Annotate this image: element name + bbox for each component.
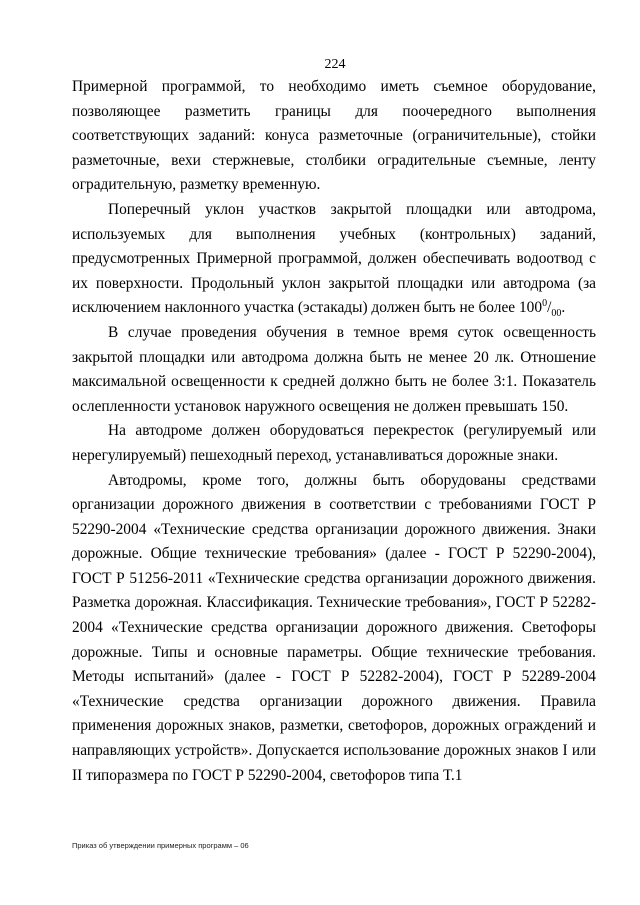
paragraph-2-text: Поперечный уклон участков закрытой площадки или автодрома, используемых для выполнения учебных (контрольных) заданий, предусмотренных Примерной программой, должен обеспечивать водоотвод с их поверхности. Продольный уклон закрытой площадки или автодрома (за исключением наклонного участка (эстакады) должен быть не более 100	[72, 200, 596, 317]
paragraph-4: На автодроме должен оборудоваться перекресток (регулируемый или нерегулируемый) пешеходный переход, устанавливаться дорожные знаки.	[72, 422, 596, 464]
permille-sup: 0	[542, 298, 548, 310]
document-body	[72, 75, 596, 788]
permille-sub: 00	[551, 308, 562, 320]
footer-note: Приказ об утверждении примерных программ – 06	[72, 841, 249, 850]
paragraph-3: В случае проведения обучения в темное время суток освещенность закрытой площадки или автодрома должна быть не менее 20 лк. Отношение максимальной освещенности к средней должно быть не более 3:1. Показатель ослепленности установок наружного освещения не должен превышать 150.	[72, 323, 596, 415]
permille-end: .	[561, 299, 566, 317]
page-number: 224	[324, 57, 346, 72]
paragraph-2: Поперечный уклон участков закрытой площадки или автодрома, используемых для выполнения учебных (контрольных) заданий, предусмотренных Примерной программой, должен обеспечивать водоотвод с их поверхности. Продольный уклон закрытой площадки или автодрома (за исключением наклонного участка (эстакады) должен быть не более $100^0/_{00}$.	[72, 200, 596, 320]
paragraph-1: Примерной программой, то необходимо иметь съемное оборудование, позволяющее разметить границы для поочередного выполнения соответствующих заданий: конуса разметочные (ограничительные), стойки разметочные, вехи стержневые, столбики оградительные съемные, ленту оградительную, разметку временную.	[72, 78, 596, 194]
paragraph-5: Автодромы, кроме того, должны быть оборудованы средствами организации дорожного движения в соответствии с требованиями ГОСТ Р 52290-2004 «Технические средства организации дорожного движения. Знаки дорожные. Общие технические требования» (далее - ГОСТ Р 52290-2004), ГОСТ Р 51256-2011 «Технические средства организации дорожного движения. Разметка дорожная. Классификация. Технические требования», ГОСТ Р 52282-2004 «Технические средства организации дорожного движения. Светофоры дорожные. Типы и основные параметры. Общие технические требования. Методы испытаний» (далее - ГОСТ Р 52282-2004), ГОСТ Р 52289-2004 «Технические средства организации дорожного движения. Правила применения дорожных знаков, разметки, светофоров, дорожных ограждений и направляющих устройств». Допускается использование дорожных знаков I или II типоразмера по ГОСТ Р 52290-2004, светофоров типа Т.1	[72, 471, 596, 784]
